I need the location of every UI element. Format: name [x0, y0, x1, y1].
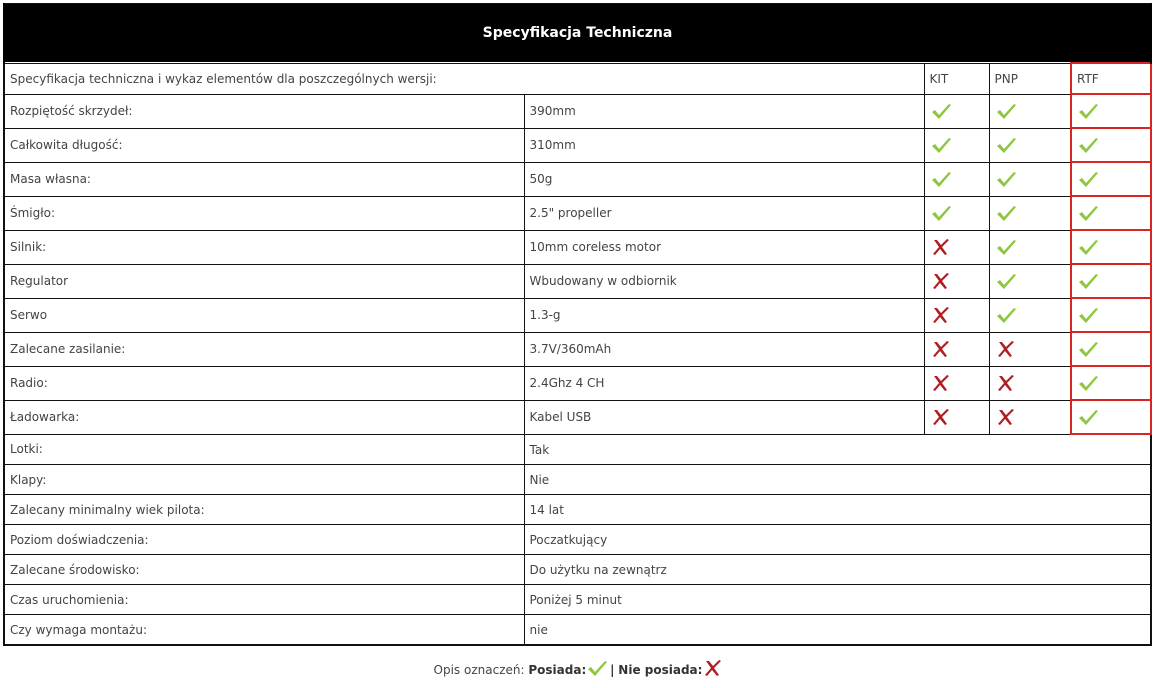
spec-label: Śmigło: [4, 196, 524, 230]
header-label: Specyfikacja techniczna i wykaz elementów dla poszczególnych wersji: [4, 63, 924, 94]
spec-value: Kabel USB [524, 400, 924, 434]
spec-label: Zalecane środowisko: [4, 555, 524, 585]
spec-label: Regulator [4, 264, 524, 298]
check-icon [1077, 203, 1099, 223]
spec-label: Całkowita długość: [4, 128, 524, 162]
check-icon [995, 203, 1017, 223]
table-title: Specyfikacja Techniczna [4, 4, 1151, 64]
cross-icon [995, 339, 1017, 359]
spec-value: Poczatkujący [524, 525, 1151, 555]
pnp-cell [989, 298, 1071, 332]
pnp-cell [989, 400, 1071, 434]
rtf-cell [1071, 400, 1151, 434]
spec-row [4, 400, 1151, 434]
cross-icon [702, 658, 722, 676]
check-icon [1077, 305, 1099, 325]
kit-cell [924, 128, 989, 162]
title-row [4, 4, 1151, 64]
check-icon [1077, 339, 1099, 359]
cross-icon [995, 407, 1017, 427]
check-icon [930, 135, 952, 155]
kit-cell [924, 332, 989, 366]
header-row [4, 63, 1151, 94]
check-icon [1077, 135, 1099, 155]
spec-label: Zalecany minimalny wiek pilota: [4, 495, 524, 525]
spec-label: Serwo [4, 298, 524, 332]
spec-row [4, 332, 1151, 366]
spec-row [4, 585, 1151, 615]
check-icon [995, 135, 1017, 155]
spec-row [4, 615, 1151, 646]
rtf-cell [1071, 264, 1151, 298]
spec-row [4, 434, 1151, 465]
pnp-cell [989, 196, 1071, 230]
check-icon [995, 271, 1017, 291]
spec-row [4, 196, 1151, 230]
spec-label: Czas uruchomienia: [4, 585, 524, 615]
spec-label: Lotki: [4, 434, 524, 465]
spec-label: Klapy: [4, 465, 524, 495]
spec-row [4, 128, 1151, 162]
cross-icon [930, 339, 952, 359]
spec-label: Poziom doświadczenia: [4, 525, 524, 555]
check-icon [995, 101, 1017, 121]
legend-separator: | [610, 663, 615, 677]
rtf-cell [1071, 196, 1151, 230]
pnp-cell [989, 230, 1071, 264]
spec-value: Tak [524, 434, 1151, 465]
kit-cell [924, 196, 989, 230]
pnp-cell [989, 94, 1071, 128]
check-icon [586, 658, 606, 676]
header-kit: KIT [924, 63, 989, 94]
spec-row [4, 465, 1151, 495]
check-icon [995, 169, 1017, 189]
cross-icon [995, 373, 1017, 393]
kit-cell [924, 400, 989, 434]
cross-icon [930, 373, 952, 393]
spec-value: Poniżej 5 minut [524, 585, 1151, 615]
check-icon [930, 101, 952, 121]
legend [0, 658, 1156, 677]
spec-value: 2.5" propeller [524, 196, 924, 230]
spec-label: Masa własna: [4, 162, 524, 196]
kit-cell [924, 94, 989, 128]
spec-row [4, 525, 1151, 555]
check-icon [1077, 237, 1099, 257]
kit-cell [924, 298, 989, 332]
kit-cell [924, 366, 989, 400]
spec-row [4, 555, 1151, 585]
rtf-cell [1071, 366, 1151, 400]
check-icon [930, 203, 952, 223]
rtf-cell [1071, 128, 1151, 162]
pnp-cell [989, 264, 1071, 298]
check-icon [995, 305, 1017, 325]
spec-row [4, 94, 1151, 128]
legend-has-label: Posiada: [528, 663, 587, 677]
check-icon [1077, 101, 1099, 121]
spec-label: Czy wymaga montażu: [4, 615, 524, 646]
spec-value: nie [524, 615, 1151, 646]
check-icon [1077, 169, 1099, 189]
legend-prefix: Opis oznaczeń: [433, 663, 525, 677]
spec-label: Radio: [4, 366, 524, 400]
spec-row [4, 230, 1151, 264]
spec-row [4, 495, 1151, 525]
check-icon [1077, 373, 1099, 393]
spec-value: Wbudowany w odbiornik [524, 264, 924, 298]
rtf-cell [1071, 94, 1151, 128]
spec-value: 3.7V/360mAh [524, 332, 924, 366]
spec-label: Ładowarka: [4, 400, 524, 434]
rtf-cell [1071, 298, 1151, 332]
spec-row [4, 162, 1151, 196]
spec-value: 14 lat [524, 495, 1151, 525]
pnp-cell [989, 366, 1071, 400]
check-icon [995, 237, 1017, 257]
header-pnp: PNP [989, 63, 1071, 94]
spec-row [4, 366, 1151, 400]
spec-label: Zalecane zasilanie: [4, 332, 524, 366]
spec-value: Do użytku na zewnątrz [524, 555, 1151, 585]
rtf-cell [1071, 332, 1151, 366]
cross-icon [930, 237, 952, 257]
legend-not-label: Nie posiada: [618, 663, 703, 677]
check-icon [930, 169, 952, 189]
spec-table [3, 3, 1152, 646]
cross-icon [930, 305, 952, 325]
spec-value: 390mm [524, 94, 924, 128]
pnp-cell [989, 128, 1071, 162]
kit-cell [924, 230, 989, 264]
cross-icon [930, 271, 952, 291]
spec-label: Silnik: [4, 230, 524, 264]
check-icon [1077, 407, 1099, 427]
cross-icon [930, 407, 952, 427]
kit-cell [924, 264, 989, 298]
pnp-cell [989, 332, 1071, 366]
spec-value: Nie [524, 465, 1151, 495]
pnp-cell [989, 162, 1071, 196]
spec-row [4, 264, 1151, 298]
rtf-cell [1071, 230, 1151, 264]
rtf-cell [1071, 162, 1151, 196]
spec-value: 50g [524, 162, 924, 196]
spec-value: 310mm [524, 128, 924, 162]
check-icon [1077, 271, 1099, 291]
spec-row [4, 298, 1151, 332]
spec-value: 2.4Ghz 4 CH [524, 366, 924, 400]
spec-value: 10mm coreless motor [524, 230, 924, 264]
spec-label: Rozpiętość skrzydeł: [4, 94, 524, 128]
spec-value: 1.3-g [524, 298, 924, 332]
kit-cell [924, 162, 989, 196]
header-rtf: RTF [1071, 63, 1151, 94]
